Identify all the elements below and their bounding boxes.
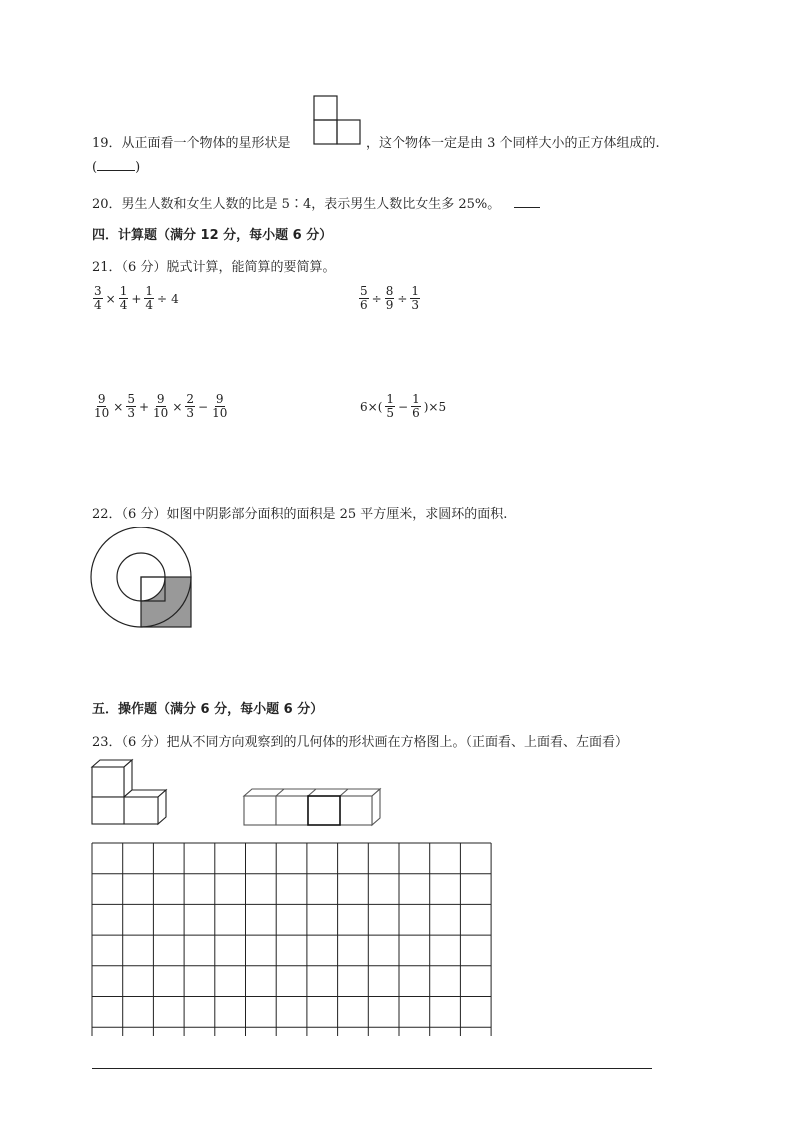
fraction — [385, 285, 395, 312]
operand: 6×( — [360, 399, 383, 414]
fraction — [211, 393, 228, 420]
numerator: 3 — [94, 284, 102, 298]
q21-expr1 — [92, 285, 181, 312]
fraction — [411, 393, 421, 420]
operator: − — [398, 399, 409, 414]
denominator: 3 — [186, 406, 195, 420]
cube-front-face — [124, 797, 158, 824]
page-footer-rule — [92, 1068, 652, 1069]
numerator: 1 — [119, 284, 128, 298]
operator: × — [172, 399, 183, 414]
q20-answer-blank[interactable] — [514, 207, 540, 208]
numerator: 1 — [145, 284, 154, 298]
q19-square-bottom-left — [314, 120, 337, 144]
operator: ÷ — [371, 291, 382, 306]
q19-answer-blank[interactable] — [97, 170, 135, 171]
q20-text: 20．男生人数和女生人数的比是 5∶4，表示男生人数比女生多 25%。 — [92, 197, 501, 212]
operator: + — [138, 399, 150, 414]
numerator: 5 — [360, 284, 368, 298]
q23-cube-stack-figure — [90, 757, 172, 827]
operator: ÷ — [157, 291, 168, 306]
operand: )×5 — [423, 399, 447, 414]
denominator: 10 — [212, 406, 228, 420]
q19-answer-open: ( — [92, 160, 98, 175]
q23-text: 23．（6 分）把从不同方向观察到的几何体的形状画在方格图上。（正面看、上面看、左面看） — [92, 735, 628, 750]
numerator: 5 — [127, 392, 135, 406]
operand: 4 — [171, 291, 179, 306]
cube-front-face — [276, 796, 308, 825]
operator: − — [198, 399, 209, 414]
cube-front-face — [92, 767, 124, 797]
q19-figure — [313, 95, 363, 147]
denominator: 4 — [119, 298, 128, 312]
q19-text-before: 19．从正面看一个物体的星形状是 — [92, 136, 291, 151]
denominator: 10 — [94, 406, 110, 420]
numerator: 9 — [156, 392, 165, 406]
denominator: 4 — [94, 298, 102, 312]
cube-front-face — [340, 796, 372, 825]
q21-expr2 — [358, 285, 421, 312]
q23-cube-row-figure — [242, 786, 384, 828]
operator: + — [131, 291, 142, 306]
denominator: 5 — [386, 406, 395, 420]
numerator: 9 — [215, 392, 224, 406]
fraction — [185, 393, 195, 420]
numerator: 9 — [97, 392, 106, 406]
cube-front-face — [244, 796, 276, 825]
q19-square-top — [314, 96, 337, 120]
cube-front-face-highlight — [308, 796, 340, 825]
numerator: 8 — [385, 284, 394, 298]
fraction — [152, 393, 169, 420]
fraction — [385, 393, 395, 420]
q19-line-after — [366, 132, 660, 151]
q22-annulus-figure — [90, 527, 200, 629]
q21-expr4 — [358, 393, 448, 420]
q19-answer-close: ) — [135, 160, 141, 175]
denominator: 6 — [360, 298, 368, 312]
q22-text: 22．（6 分）如图中阴影部分面积的面积是 25 平方厘米，求圆环的面积. — [92, 507, 508, 522]
numerator: 1 — [386, 392, 395, 406]
denominator: 9 — [385, 298, 394, 312]
q19-line — [92, 132, 291, 151]
fraction — [93, 393, 110, 420]
fraction — [144, 285, 154, 312]
q21-text: 21．（6 分）脱式计算，能简算的要简算。 — [92, 260, 336, 275]
section5-title: 五．操作题（满分 6 分，每小题 6 分） — [92, 702, 324, 717]
fraction — [119, 285, 129, 312]
q20-line — [92, 193, 540, 212]
q19-square-bottom-right — [337, 120, 360, 144]
denominator: 3 — [127, 406, 135, 420]
section4-title: 四．计算题（满分 12 分，每小题 6 分） — [92, 228, 333, 243]
operator: ÷ — [397, 291, 408, 306]
q19-answer — [92, 160, 140, 175]
q19-text-after: ，这个物体一定是由 3 个同样大小的正方体组成的. — [366, 136, 660, 151]
fraction — [126, 393, 136, 420]
q21-expr3 — [92, 393, 229, 420]
cube-front-face — [92, 797, 124, 824]
denominator: 3 — [411, 298, 420, 312]
fraction — [93, 285, 103, 312]
denominator: 6 — [412, 406, 420, 420]
numerator: 1 — [412, 392, 420, 406]
denominator: 4 — [145, 298, 154, 312]
q23-answer-grid[interactable] — [91, 842, 493, 1036]
fraction — [359, 285, 369, 312]
operator: × — [113, 399, 124, 414]
fraction — [410, 285, 420, 312]
denominator: 10 — [153, 406, 169, 420]
operator: × — [105, 291, 116, 306]
numerator: 1 — [411, 284, 420, 298]
cube-row-side-face — [372, 789, 380, 825]
numerator: 2 — [186, 392, 195, 406]
